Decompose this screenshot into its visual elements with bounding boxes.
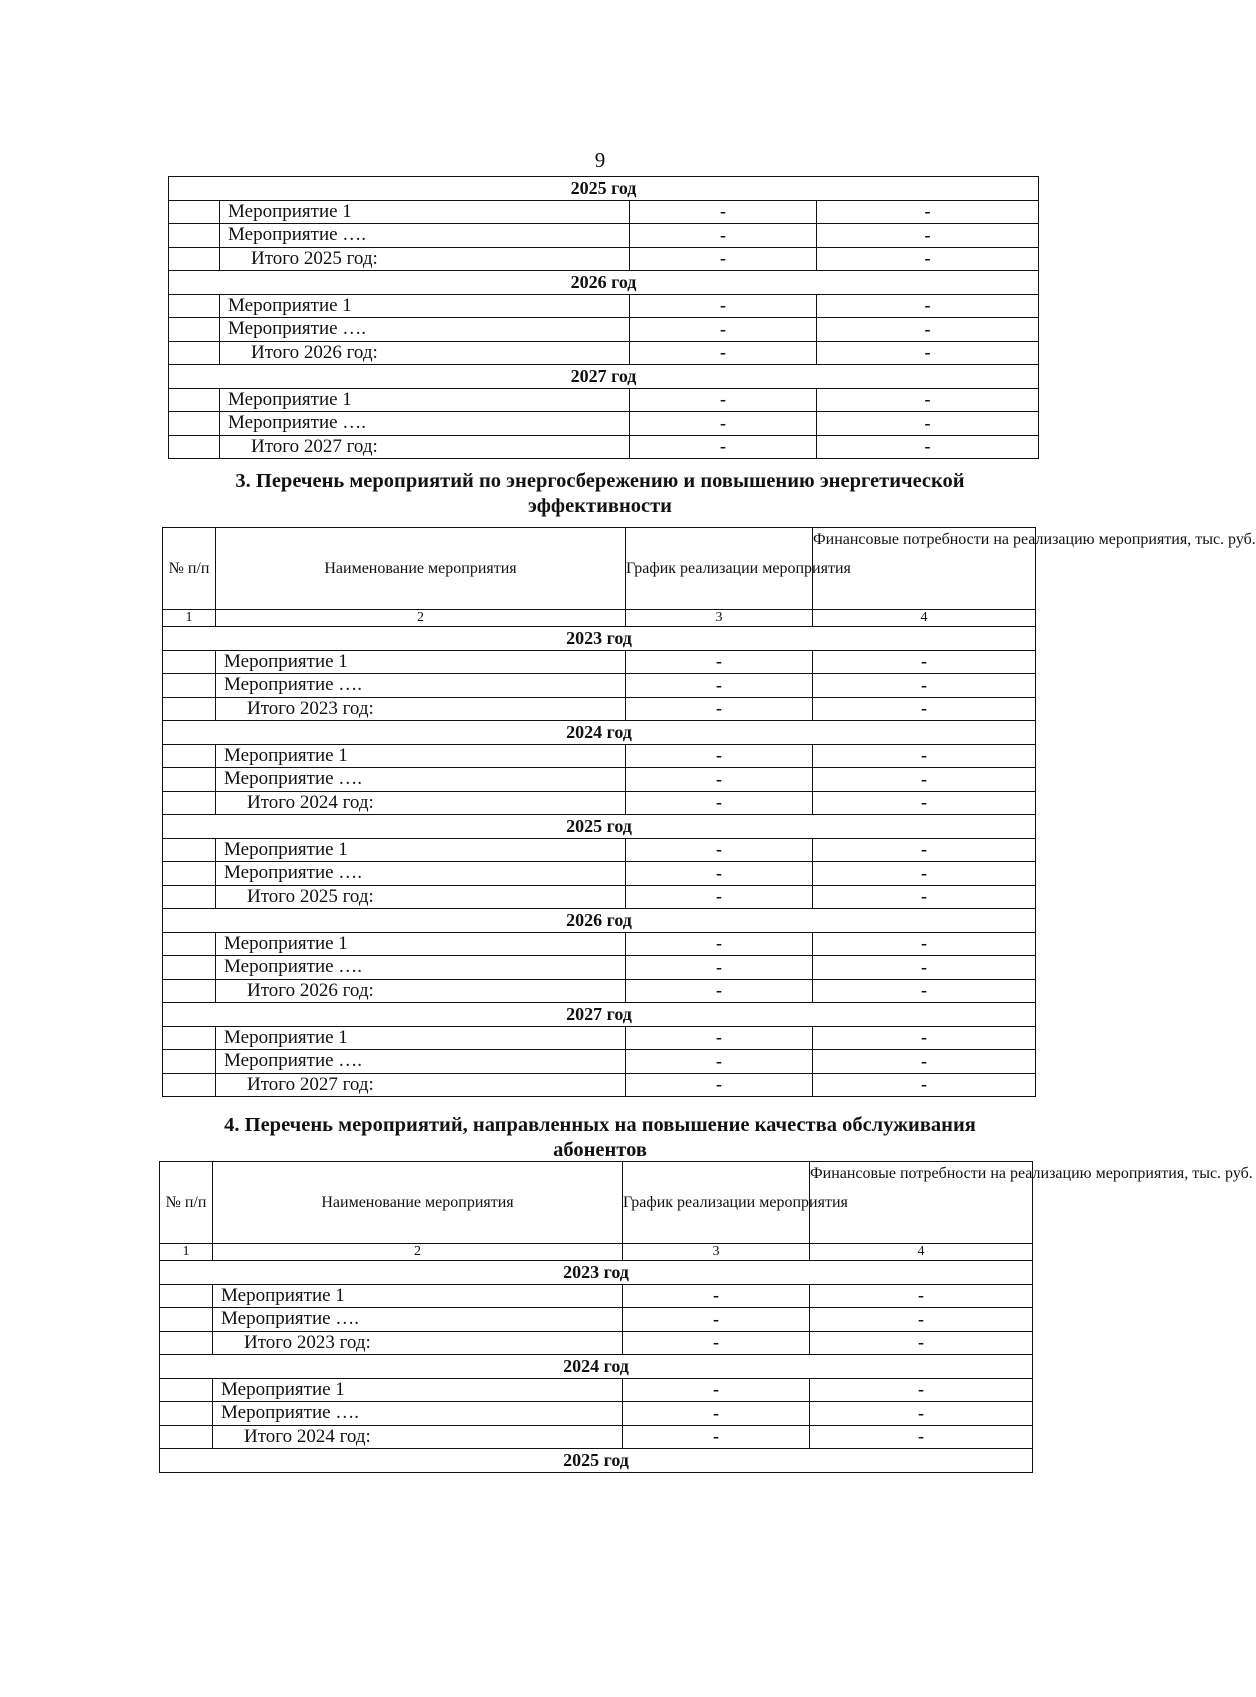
measure-name: Мероприятие 1 xyxy=(216,650,626,674)
header-finance: Финансовые потребности на реализацию мероприятия, тыс. руб. xyxy=(810,1162,1033,1244)
row-number-cell xyxy=(160,1308,213,1332)
row-number-cell xyxy=(163,838,216,862)
header-number: № п/п xyxy=(160,1162,213,1244)
measure-row xyxy=(163,862,1036,886)
header-measure-name: Наименование мероприятия xyxy=(213,1162,623,1244)
column-index: 4 xyxy=(813,610,1036,627)
finance-value: - xyxy=(813,932,1036,956)
measure-row xyxy=(163,932,1036,956)
year-heading: 2025 год xyxy=(169,177,1039,201)
finance-value: - xyxy=(810,1378,1033,1402)
column-index: 3 xyxy=(626,610,813,627)
header-finance: Финансовые потребности на реализацию мероприятия, тыс. руб. xyxy=(813,528,1036,610)
measure-name: Мероприятие 1 xyxy=(216,744,626,768)
total-row xyxy=(169,341,1039,365)
schedule-value: - xyxy=(623,1425,810,1449)
total-label: Итого 2026 год: xyxy=(220,341,630,365)
row-number-cell xyxy=(169,200,220,224)
column-index: 1 xyxy=(163,610,216,627)
measure-row xyxy=(163,650,1036,674)
measure-name: Мероприятие 1 xyxy=(216,932,626,956)
finance-value: - xyxy=(813,697,1036,721)
schedule-value: - xyxy=(626,956,813,980)
section-4-title-line-2: абонентов xyxy=(553,1139,647,1161)
measures-table-continued xyxy=(168,176,1039,459)
row-number-cell xyxy=(163,862,216,886)
year-row xyxy=(163,1003,1036,1027)
total-label: Итого 2025 год: xyxy=(216,885,626,909)
measure-row xyxy=(163,1026,1036,1050)
year-heading: 2025 год xyxy=(163,815,1036,839)
row-number-cell xyxy=(169,412,220,436)
schedule-value: - xyxy=(630,224,817,248)
service-quality-measures-table xyxy=(159,1161,1253,1473)
row-number-cell xyxy=(163,1073,216,1097)
energy-saving-measures-table xyxy=(162,527,1256,1097)
finance-value: - xyxy=(810,1331,1033,1355)
measure-row xyxy=(169,200,1039,224)
table-header-row xyxy=(160,1162,1033,1244)
finance-value: - xyxy=(810,1425,1033,1449)
total-row xyxy=(163,979,1036,1003)
measure-row xyxy=(160,1308,1033,1332)
total-label: Итого 2025 год: xyxy=(220,247,630,271)
section-3-title-line-1: 3. Перечень мероприятий по энергосбережению и повышению энергетической xyxy=(235,470,965,492)
year-row xyxy=(163,815,1036,839)
measure-row xyxy=(169,388,1039,412)
year-heading: 2023 год xyxy=(160,1261,1033,1285)
schedule-value: - xyxy=(623,1308,810,1332)
finance-value: - xyxy=(813,885,1036,909)
total-row xyxy=(163,885,1036,909)
schedule-value: - xyxy=(630,200,817,224)
total-label: Итого 2024 год: xyxy=(213,1425,623,1449)
measure-name: Мероприятие …. xyxy=(213,1402,623,1426)
schedule-value: - xyxy=(630,247,817,271)
row-number-cell xyxy=(163,956,216,980)
year-heading: 2024 год xyxy=(163,721,1036,745)
measure-name: Мероприятие …. xyxy=(216,768,626,792)
total-row xyxy=(160,1331,1033,1355)
schedule-value: - xyxy=(626,791,813,815)
finance-value: - xyxy=(817,341,1039,365)
row-number-cell xyxy=(163,768,216,792)
finance-value: - xyxy=(813,650,1036,674)
year-heading: 2026 год xyxy=(163,909,1036,933)
measure-name: Мероприятие …. xyxy=(216,674,626,698)
measure-name: Мероприятие …. xyxy=(216,862,626,886)
measure-name: Мероприятие …. xyxy=(213,1308,623,1332)
row-number-cell xyxy=(160,1378,213,1402)
row-number-cell xyxy=(163,932,216,956)
year-row xyxy=(163,909,1036,933)
row-number-cell xyxy=(169,224,220,248)
finance-value: - xyxy=(817,435,1039,459)
row-number-cell xyxy=(169,247,220,271)
finance-value: - xyxy=(813,744,1036,768)
schedule-value: - xyxy=(626,744,813,768)
measure-row xyxy=(169,294,1039,318)
schedule-value: - xyxy=(630,435,817,459)
measure-name: Мероприятие 1 xyxy=(220,388,630,412)
schedule-value: - xyxy=(626,1073,813,1097)
row-number-cell xyxy=(160,1402,213,1426)
finance-value: - xyxy=(817,412,1039,436)
finance-value: - xyxy=(813,768,1036,792)
total-label: Итого 2027 год: xyxy=(216,1073,626,1097)
schedule-value: - xyxy=(626,932,813,956)
year-heading: 2027 год xyxy=(169,365,1039,389)
finance-value: - xyxy=(810,1284,1033,1308)
schedule-value: - xyxy=(626,979,813,1003)
schedule-value: - xyxy=(630,294,817,318)
column-index: 2 xyxy=(216,610,626,627)
measure-name: Мероприятие …. xyxy=(216,1050,626,1074)
row-number-cell xyxy=(163,885,216,909)
total-row xyxy=(169,247,1039,271)
schedule-value: - xyxy=(626,862,813,886)
row-number-cell xyxy=(163,744,216,768)
row-number-cell xyxy=(163,979,216,1003)
year-row xyxy=(169,271,1039,295)
total-label: Итого 2027 год: xyxy=(220,435,630,459)
schedule-value: - xyxy=(626,838,813,862)
column-index: 4 xyxy=(810,1244,1033,1261)
finance-value: - xyxy=(813,838,1036,862)
measure-row xyxy=(169,224,1039,248)
row-number-cell xyxy=(160,1425,213,1449)
measure-row xyxy=(160,1402,1033,1426)
finance-value: - xyxy=(810,1308,1033,1332)
header-schedule: График реализации мероприятия xyxy=(623,1162,810,1244)
finance-value: - xyxy=(813,674,1036,698)
finance-value: - xyxy=(813,1050,1036,1074)
header-number: № п/п xyxy=(163,528,216,610)
total-label: Итого 2023 год: xyxy=(216,697,626,721)
finance-value: - xyxy=(817,318,1039,342)
row-number-cell xyxy=(160,1331,213,1355)
measure-name: Мероприятие …. xyxy=(220,318,630,342)
measure-name: Мероприятие 1 xyxy=(216,838,626,862)
measure-row xyxy=(163,674,1036,698)
total-row xyxy=(160,1425,1033,1449)
total-row xyxy=(163,1073,1036,1097)
schedule-value: - xyxy=(626,650,813,674)
year-heading: 2026 год xyxy=(169,271,1039,295)
finance-value: - xyxy=(813,862,1036,886)
row-number-cell xyxy=(169,388,220,412)
year-row xyxy=(163,627,1036,651)
year-heading: 2023 год xyxy=(163,627,1036,651)
finance-value: - xyxy=(813,956,1036,980)
header-schedule: График реализации мероприятия xyxy=(626,528,813,610)
finance-value: - xyxy=(817,388,1039,412)
measure-name: Мероприятие 1 xyxy=(216,1026,626,1050)
row-number-cell xyxy=(169,435,220,459)
year-row xyxy=(169,365,1039,389)
schedule-value: - xyxy=(630,318,817,342)
year-heading: 2027 год xyxy=(163,1003,1036,1027)
column-index: 3 xyxy=(623,1244,810,1261)
finance-value: - xyxy=(817,224,1039,248)
schedule-value: - xyxy=(626,1026,813,1050)
measure-row xyxy=(163,744,1036,768)
finance-value: - xyxy=(813,1073,1036,1097)
row-number-cell xyxy=(163,697,216,721)
section-3-title-line-2: эффективности xyxy=(527,495,672,517)
total-row xyxy=(163,791,1036,815)
measure-name: Мероприятие 1 xyxy=(220,294,630,318)
year-row xyxy=(163,721,1036,745)
schedule-value: - xyxy=(630,388,817,412)
row-number-cell xyxy=(163,1050,216,1074)
schedule-value: - xyxy=(623,1378,810,1402)
row-number-cell xyxy=(169,294,220,318)
measure-name: Мероприятие 1 xyxy=(213,1378,623,1402)
header-measure-name: Наименование мероприятия xyxy=(216,528,626,610)
row-number-cell xyxy=(163,791,216,815)
schedule-value: - xyxy=(626,674,813,698)
row-number-cell xyxy=(163,650,216,674)
total-row xyxy=(163,697,1036,721)
schedule-value: - xyxy=(630,412,817,436)
row-number-cell xyxy=(169,318,220,342)
measure-row xyxy=(163,768,1036,792)
finance-value: - xyxy=(817,200,1039,224)
measure-name: Мероприятие …. xyxy=(220,412,630,436)
year-row xyxy=(160,1355,1033,1379)
measure-name: Мероприятие …. xyxy=(216,956,626,980)
measure-name: Мероприятие 1 xyxy=(220,200,630,224)
finance-value: - xyxy=(813,1026,1036,1050)
finance-value: - xyxy=(813,979,1036,1003)
column-index-row xyxy=(163,610,1036,627)
measure-row xyxy=(169,318,1039,342)
measure-name: Мероприятие 1 xyxy=(213,1284,623,1308)
column-index: 2 xyxy=(213,1244,623,1261)
schedule-value: - xyxy=(626,885,813,909)
year-heading: 2025 год xyxy=(160,1449,1033,1473)
year-row xyxy=(160,1449,1033,1473)
finance-value: - xyxy=(817,247,1039,271)
measure-row xyxy=(169,412,1039,436)
section-4-title-line-1: 4. Перечень мероприятий, направленных на повышение качества обслуживания xyxy=(224,1114,976,1136)
total-label: Итого 2024 год: xyxy=(216,791,626,815)
row-number-cell xyxy=(169,341,220,365)
measure-row xyxy=(160,1284,1033,1308)
total-row xyxy=(169,435,1039,459)
page-number: 9 xyxy=(594,148,606,172)
schedule-value: - xyxy=(623,1284,810,1308)
year-heading: 2024 год xyxy=(160,1355,1033,1379)
row-number-cell xyxy=(163,1026,216,1050)
schedule-value: - xyxy=(626,1050,813,1074)
row-number-cell xyxy=(160,1284,213,1308)
schedule-value: - xyxy=(626,768,813,792)
measure-row xyxy=(163,956,1036,980)
table-header-row xyxy=(163,528,1036,610)
measure-row xyxy=(160,1378,1033,1402)
schedule-value: - xyxy=(623,1402,810,1426)
measure-name: Мероприятие …. xyxy=(220,224,630,248)
measure-row xyxy=(163,838,1036,862)
schedule-value: - xyxy=(630,341,817,365)
year-row xyxy=(160,1261,1033,1285)
year-row xyxy=(169,177,1039,201)
finance-value: - xyxy=(813,791,1036,815)
total-label: Итого 2023 год: xyxy=(213,1331,623,1355)
column-index: 1 xyxy=(160,1244,213,1261)
column-index-row xyxy=(160,1244,1033,1261)
finance-value: - xyxy=(810,1402,1033,1426)
schedule-value: - xyxy=(626,697,813,721)
row-number-cell xyxy=(163,674,216,698)
schedule-value: - xyxy=(623,1331,810,1355)
measure-row xyxy=(163,1050,1036,1074)
finance-value: - xyxy=(817,294,1039,318)
total-label: Итого 2026 год: xyxy=(216,979,626,1003)
